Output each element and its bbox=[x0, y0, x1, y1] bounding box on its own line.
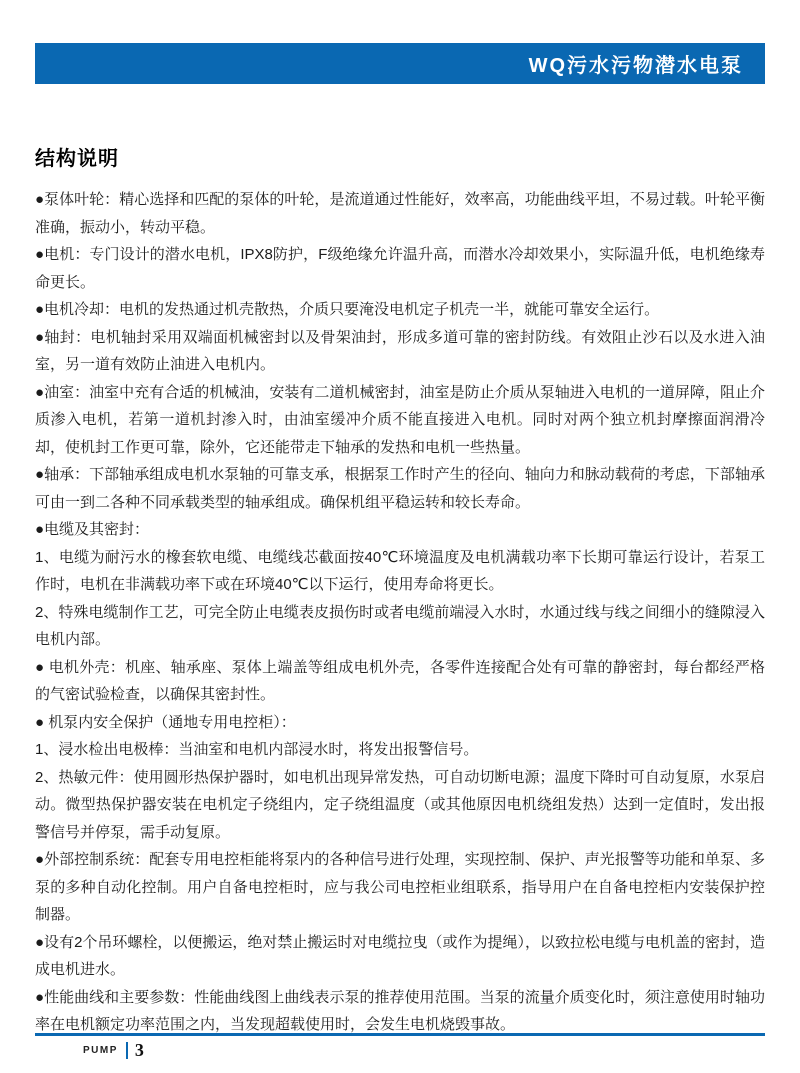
body-paragraph-oil-chamber: ●油室：油室中充有合适的机械油，安装有二道机械密封，油室是防止介质从泵轴进入电机的一道屏障，阻止介质渗入电机，若第一道机封渗入时，由油室缓冲介质不能直接进入电机。同时对两个独立机封摩擦面润滑冷却，使机封工作更可靠，除外，它还能带走下轴承的发热和电机一些热量。 bbox=[35, 383, 765, 456]
body-paragraph-protection-item-1: 1、浸水检出电极棒：当油室和电机内部浸水时，将发出报警信号。 bbox=[35, 741, 479, 758]
body-paragraph-pump-impeller: ●泵体叶轮：精心选择和匹配的泵体的叶轮，是流道通过性能好，效率高，功能曲线平坦，不易过载。叶轮平衡准确，振动小，转动平稳。 bbox=[35, 191, 765, 236]
content-area bbox=[35, 142, 765, 1039]
body-paragraph-external-control: ●外部控制系统：配套专用电控柜能将泵内的各种信号进行处理，实现控制、保护、声光报警等功能和单泵、多泵的多种自动化控制。用户自备电控柜时，应与我公司电控柜业组联系，指导用户在自备电控柜内安装保护控制器。 bbox=[35, 851, 765, 923]
body-paragraph-safety-protection-heading: ● 机泵内安全保护（通地专用电控柜）： bbox=[35, 713, 296, 731]
body-paragraph-protection-item-2: 2、热敏元件：使用圆形热保护器时，如电机出现异常发热，可自动切断电源；温度下降时可自动复原，水泵启动。微型热保护器安装在电机定子绕组内，定子绕组温度（或其他原因电机绕组发热）达到一定值时，发出报警信号并停泵，需手动复原。 bbox=[35, 768, 765, 841]
body-paragraph-motor: ●电机：专门设计的潜水电机，IPX8防护，F级绝缘允许温升高，而潜水冷却效果小，实际温升低，电机绝缘寿命更长。 bbox=[35, 246, 765, 291]
section-title: 结构说明 bbox=[35, 148, 119, 170]
footer-rule bbox=[35, 1033, 765, 1036]
body-paragraph-motor-housing: ● 电机外壳：机座、轴承座、泵体上端盖等组成电机外壳，各零件连接配合处有可靠的静密封，每台都经严格的气密试验检查，以确保其密封性。 bbox=[35, 658, 765, 703]
body-paragraph-cable-item-1: 1、电缆为耐污水的橡套软电缆、电缆线芯截面按40℃环境温度及电机满载功率下长期可靠运行设计，若泵工作时，电机在非满载功率下或在环境40℃以下运行，使用寿命将更长。 bbox=[35, 548, 765, 593]
body-paragraph-shaft-seal: ●轴封：电机轴封采用双端面机械密封以及骨架油封，形成多道可靠的密封防线。有效阻止沙石以及水进入油室，另一道有效防止油进入电机内。 bbox=[35, 328, 765, 373]
page-number: 3 bbox=[134, 1039, 144, 1060]
footer-inner bbox=[83, 1039, 765, 1061]
body-paragraph-performance-curve: ●性能曲线和主要参数：性能曲线图上曲线表示泵的推荐使用范围。当泵的流量介质变化时，须注意使用时轴功率在电机额定功率范围之内，当发现超载使用时，会发生电机烧毁事故。 bbox=[35, 988, 765, 1033]
body-paragraph-bearing: ●轴承：下部轴承组成电机水泵轴的可靠支承，根据泵工作时产生的径向、轴向力和脉动载荷的考虑，下部轴承可由一到二各种不同承载类型的轴承组成。确保机组平稳运转和较长寿命。 bbox=[35, 466, 765, 511]
header-bar bbox=[35, 43, 765, 84]
footer-brand: PUMP bbox=[83, 1044, 118, 1056]
body-paragraph-cable-item-2: 2、特殊电缆制作工艺，可完全防止电缆表皮损伤时或者电缆前端浸入水时，水通过线与线之间细小的缝隙浸入电机内部。 bbox=[35, 603, 765, 648]
footer-divider bbox=[126, 1042, 128, 1059]
body-paragraph-motor-cooling: ●电机冷却：电机的发热通过机壳散热，介质只要淹没电机定子机壳一半，就能可靠安全运行。 bbox=[35, 301, 660, 318]
body-paragraph-lifting-bolts: ●设有2个吊环螺栓，以便搬运，绝对禁止搬运时对电缆拉曳（或作为提绳），以致拉松电缆与电机盖的密封，造成电机进水。 bbox=[35, 933, 765, 978]
header-title: WQ污水污物潜水电泵 bbox=[528, 55, 743, 77]
body-paragraph-cable-seal-heading: ●电缆及其密封： bbox=[35, 521, 150, 538]
footer bbox=[35, 1033, 765, 1061]
